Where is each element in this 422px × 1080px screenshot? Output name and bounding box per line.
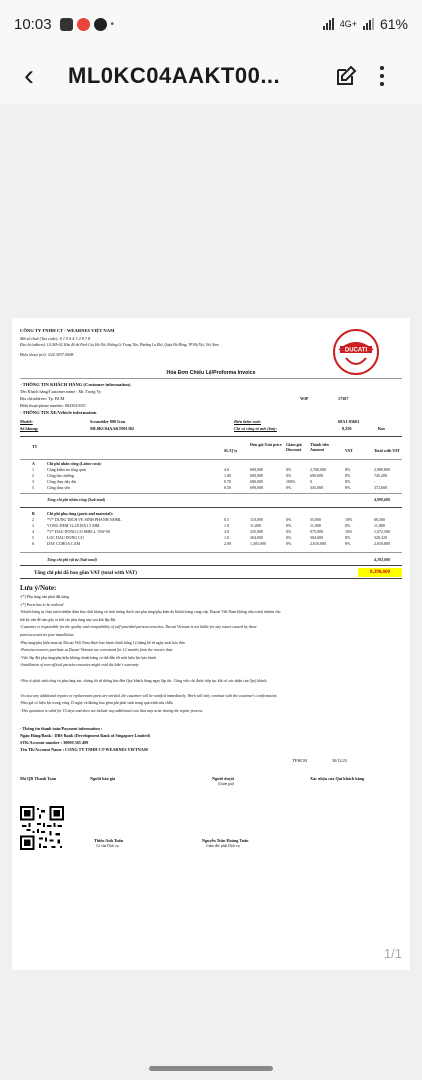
part-cell-g: 0% (286, 523, 292, 528)
parts-subtotal-row (20, 557, 402, 563)
customer-phone: Điện thoại/phone number: 0843010351 (20, 403, 86, 408)
part-cell-t: 55,000 (310, 517, 321, 522)
header-price: Đơn giá Unit price (250, 442, 282, 447)
labor-cell-q: 0.50 (224, 485, 231, 490)
part-cell-tv: 60,500 (374, 517, 385, 522)
part-cell-v: 10% (345, 517, 353, 522)
wifi-signal-icon (323, 18, 334, 30)
labor-cell-v: 8% (345, 485, 351, 490)
labor-cell-p: 690,000 (250, 473, 263, 478)
approve-role: Giám đốc phát Dịch vụ (206, 844, 240, 848)
model-label: Model: (20, 419, 33, 424)
labor-cell-n: 3 (32, 479, 34, 484)
part-cell-n: 5 (32, 535, 34, 540)
part-cell-d: VONG DEM 12.2X18X1.5 MM (47, 523, 100, 528)
labor-cell-q: 0.70 (224, 479, 231, 484)
part-cell-p: 304,000 (250, 535, 263, 540)
network-type: 4G+ (339, 19, 357, 29)
part-cell-d: LOC DAU DONG CO (47, 535, 84, 540)
labor-cell-v: 8% (345, 473, 351, 478)
section-a-label: Chi phí nhân công (Labor cost): (47, 461, 102, 466)
customer-address: Địa chỉ/address: Tp. HCM (20, 396, 65, 401)
approve-sig-sub: (Giám giá) (218, 782, 234, 786)
part-cell-p: 1,305,000 (250, 541, 266, 546)
labor-cell-v: 8% (345, 479, 351, 484)
note-line: bất kỳ vấn đề nào gây ra bởi các phụ tùng này sau khi lắp đặt. (20, 617, 117, 622)
part-cell-p: 110,000 (250, 517, 263, 522)
pdf-page (12, 318, 410, 970)
header-amount: Thành tiền Amount (310, 442, 329, 452)
labor-cell-tv: 2,980,800 (374, 467, 390, 472)
labor-cell-n: 5 (32, 485, 34, 490)
part-cell-d: *V* DUNG DICH VE SINH PHANH 500ML (47, 517, 122, 522)
part-cell-tv: 328,320 (374, 535, 387, 540)
part-cell-n: 6 (32, 541, 34, 546)
note-line: -Báo giá có hiệu lực trong vòng 15 ngày và không bao gồm phí phát sinh trong quá trình sửa chữa (20, 701, 173, 706)
part-cell-tv: 1,072,500 (374, 529, 390, 534)
part-cell-t: 304,000 (310, 535, 323, 540)
status-time: 10:03 (14, 15, 52, 33)
labor-cell-tv: 745,200 (374, 473, 387, 478)
labor-cell-n: 2 (32, 473, 34, 478)
part-cell-g: 0% (286, 529, 292, 534)
labor-cell-d: Công bảo dưỡng (47, 473, 74, 478)
labor-cell-d: Công thay dây đai (47, 479, 77, 484)
section-a-code: A (32, 461, 35, 466)
part-cell-v: 10% (345, 529, 353, 534)
part-cell-t: 2,610,000 (310, 541, 326, 546)
page-indicator: 1/1 (383, 946, 402, 961)
company-address: Địa chỉ (address): L0.04A-02, Khu đô thị Park City Hà Nội, Đường Lê Trọng Tấn, Phường La Khê, Quận Hà Đông, TP Hà Nội, Việt Nam (20, 343, 219, 347)
battery-level: 61% (379, 16, 408, 32)
note-line: -Nếu có phát sinh công và phụ tùng xin, chúng tôi sẽ thông báo đến Quý khách hàng ngay lập tức. Công việc chỉ được tiếp tục khi có xác nhận của Quý khách. (20, 678, 268, 683)
company-tax: Mã số thuế (Tax code): 0 1 0 6 4 3 2 8 7 8 (20, 336, 91, 341)
labor-row (20, 485, 402, 491)
labor-cell-t: 690,000 (310, 473, 323, 478)
note-line: -(*) Parts has to be ordered (20, 602, 64, 607)
parts-subtotal-label: Tổng chi phí vật tư (Sub total) (47, 557, 97, 562)
labor-subtotal-label: Tổng chi phí nhân công (Sub total) (47, 497, 106, 502)
ducati-logo (332, 328, 380, 376)
dot-icon: • (110, 18, 115, 30)
part-cell-tv: 11,880 (374, 523, 385, 528)
labor-cell-t: 2,760,000 (310, 467, 326, 472)
part-cell-p: 11,000 (250, 523, 261, 528)
labor-cell-q: 4.0 (224, 467, 229, 472)
part-cell-v: 8% (345, 523, 351, 528)
part-cell-t: 11,000 (310, 523, 321, 528)
payment-bank: Ngân Hàng/Bank : DBS Bank (Development Bank of Singapore Limited) (20, 733, 151, 738)
qr-label: Mã QR Thanh Toán (20, 776, 57, 781)
app-bar (0, 48, 422, 104)
labor-cell-g: 0% (286, 467, 292, 472)
grand-total-label: Tổng chi phí đã bao gồm VAT (total with VAT) (34, 570, 137, 576)
part-cell-d: DAY CUROA CAM (47, 541, 81, 546)
header-total-vat: Total with VAT (374, 448, 400, 453)
quote-sig-label: Người báo giá (90, 776, 116, 781)
payment-account: STK/Account number : 30000 565 489 (20, 740, 89, 745)
note-line: -In case any additional repairs or replacement parts are needed, the customer will be notified immediately. Work will only continue with the customer's confirmation. (20, 693, 278, 698)
pdf-viewer[interactable] (0, 104, 422, 1080)
labor-subtotal-value: 4,098,600 (374, 497, 390, 502)
part-cell-n: 4 (32, 529, 34, 534)
part-cell-n: 3 (32, 523, 34, 528)
note-line: -Parts/accessories purchase at Ducati Vietnam are warranted for 12 months from the invoice date (20, 648, 173, 653)
part-row (20, 541, 402, 547)
note-line: -Phụ tùng/phụ kiện mua tại Ducati Việt Nam được bảo hành chính hãng 12 tháng kể từ ngày xuất hóa đơn (20, 640, 185, 645)
customer-sig-label: Xác nhận của Quí khách hàng (310, 776, 365, 781)
customer-name: Tên Khách hàng/Customer name : Mr. Trong Vy (20, 389, 102, 394)
part-cell-n: 2 (32, 517, 34, 522)
plate-label: Biển kiểm soát: (234, 419, 261, 424)
km-unit: Km (378, 426, 385, 431)
header-discount: Giảm giá Discount (286, 442, 302, 452)
part-cell-g: 0% (286, 541, 292, 546)
note-line: -This quotation is valid for 15 days and does not include any additional cost that may arise during the repair process (20, 709, 203, 713)
payment-title: - Thông tin thanh toán/Payment information : (20, 726, 103, 731)
labor-cell-d: Công kiểm tra tổng quát (47, 467, 86, 472)
place: TP.HCM (292, 758, 308, 763)
parts-subtotal-value: 4,292,000 (374, 557, 390, 562)
section-customer: - THÔNG TIN KHÁCH HÀNG (Customer information) (20, 382, 131, 387)
status-bar (0, 0, 422, 48)
labor-cell-d: Công thay sên (47, 485, 70, 490)
gallery-notification-icon (60, 18, 73, 31)
labor-cell-tv: - (374, 479, 376, 484)
approve-sig-label: Người duyệt (212, 776, 235, 781)
more-options-icon[interactable] (380, 66, 384, 86)
quote-role: Cố vấn Dịch vụ (96, 844, 119, 848)
company-phone: Điện thoại (tel): 024.3937.0008 (20, 352, 74, 357)
cell-signal-icon (363, 18, 374, 30)
table-header (20, 442, 402, 456)
notes-title: Lưu ý/Note: (20, 584, 57, 592)
edit-icon[interactable] (334, 64, 358, 88)
part-cell-v: 8% (345, 535, 351, 540)
labor-cell-tv: 372,600 (374, 485, 387, 490)
quote-name: Thiều Anh Tuấn (94, 838, 124, 843)
note-line: -(*) Phụ tùng cần phải đặt hàng (20, 595, 70, 599)
part-cell-tv: 2,818,800 (374, 541, 390, 546)
header-vat: VAT (345, 448, 353, 453)
km-value: 8,250 (342, 426, 352, 431)
header-qty: SL/Q'ty (224, 448, 238, 453)
model-value: Scrambler 800 Icon (90, 419, 126, 424)
part-cell-d: *V* DAU DONG CO SHELL 15W-50 (47, 529, 110, 534)
part-cell-q: 1.0 (224, 535, 229, 540)
company-name: CÔNG TY TNHH CT - WEARNES VIỆT NAM (20, 328, 115, 333)
date: 30/12/23 (332, 758, 347, 763)
approve-name: Nguyễn Trần Hoàng Tuấn (202, 838, 249, 843)
document-title: ML0KC04AAKT00... (68, 63, 281, 88)
invoice-title: Hóa Đơn Chiếu Lệ/Proforma Invoice (166, 370, 256, 376)
labor-cell-p: 690,000 (250, 467, 263, 472)
frame-label: Số khung: (20, 426, 39, 431)
part-cell-q: 2.00 (224, 541, 231, 546)
part-cell-g: 0% (286, 535, 292, 540)
header-tt: TT (32, 444, 38, 449)
labor-cell-p: 690,000 (250, 485, 263, 490)
section-vehicle: - THÔNG TIN XE/Vehicle information (20, 410, 97, 415)
notification-icons (60, 18, 115, 31)
part-cell-p: 325,000 (250, 529, 263, 534)
labor-cell-v: 8% (345, 467, 351, 472)
home-indicator[interactable] (149, 1066, 273, 1071)
part-cell-q: 0.5 (224, 517, 229, 522)
labor-cell-g: 0% (286, 473, 292, 478)
part-cell-g: 0% (286, 517, 292, 522)
plate-value: 68A1-03663 (338, 419, 360, 424)
labor-cell-q: 1.00 (224, 473, 231, 478)
section-b-label: Chi phí phụ tùng (parts and material): (47, 511, 114, 516)
labor-cell-g: 0% (286, 485, 292, 490)
labor-cell-t: 345,000 (310, 485, 323, 490)
labor-cell-t: 0 (310, 479, 312, 484)
back-arrow-icon[interactable]: ‹ (24, 59, 34, 92)
note-line: -Việc lắp đặt phụ tùng/phụ kiện không chính hãng có thể dẫn tới mất hiệu lực bảo hành (20, 655, 156, 660)
part-cell-q: 1.0 (224, 523, 229, 528)
km-label: Chỉ số công tơ mét (km): (234, 426, 277, 431)
frame-value: ML0KC04AAKT001302 (90, 426, 134, 431)
note-line: -Khách hàng tự chịu trách nhiệm đảm bảo chất lượng và tính tương thích của phụ tùng/phụ kiện do khách hàng cung cấp. Ducati Việt Nam không chịu trách nhiệm cho (20, 610, 281, 615)
wip-label: WIP (300, 396, 309, 401)
labor-cell-n: 1 (32, 467, 34, 472)
payment-qr-code (20, 806, 64, 850)
svg-text:DUCATI: DUCATI (344, 347, 368, 354)
part-cell-v: 8% (345, 541, 351, 546)
note-line: parts/accessories post-installation. (20, 633, 75, 637)
labor-cell-g: 100% (286, 479, 296, 484)
wip-value: 17307 (338, 396, 349, 401)
part-cell-q: 3.0 (224, 529, 229, 534)
part-cell-t: 975,000 (310, 529, 323, 534)
grand-total-value: 8,390,600 (358, 568, 402, 577)
note-line: -Customer is responsible for the quality and compatibility of self-provided parts/accessories. Ducati Vietnam is not liable for any issues caused by these (20, 625, 257, 630)
labor-cell-p: 690,000 (250, 479, 263, 484)
tiktok-notification-icon (94, 18, 107, 31)
note-line: -Installation of non-official parts/accessories might void the bike's warranty (20, 663, 139, 668)
section-b-code: B (32, 511, 35, 516)
labor-subtotal-row (20, 497, 402, 503)
app-notification-icon (77, 18, 90, 31)
payment-account-name: Tên TK/Account Name : CONG TY TNHH CT-WEARNES VIETNAM (20, 747, 148, 752)
